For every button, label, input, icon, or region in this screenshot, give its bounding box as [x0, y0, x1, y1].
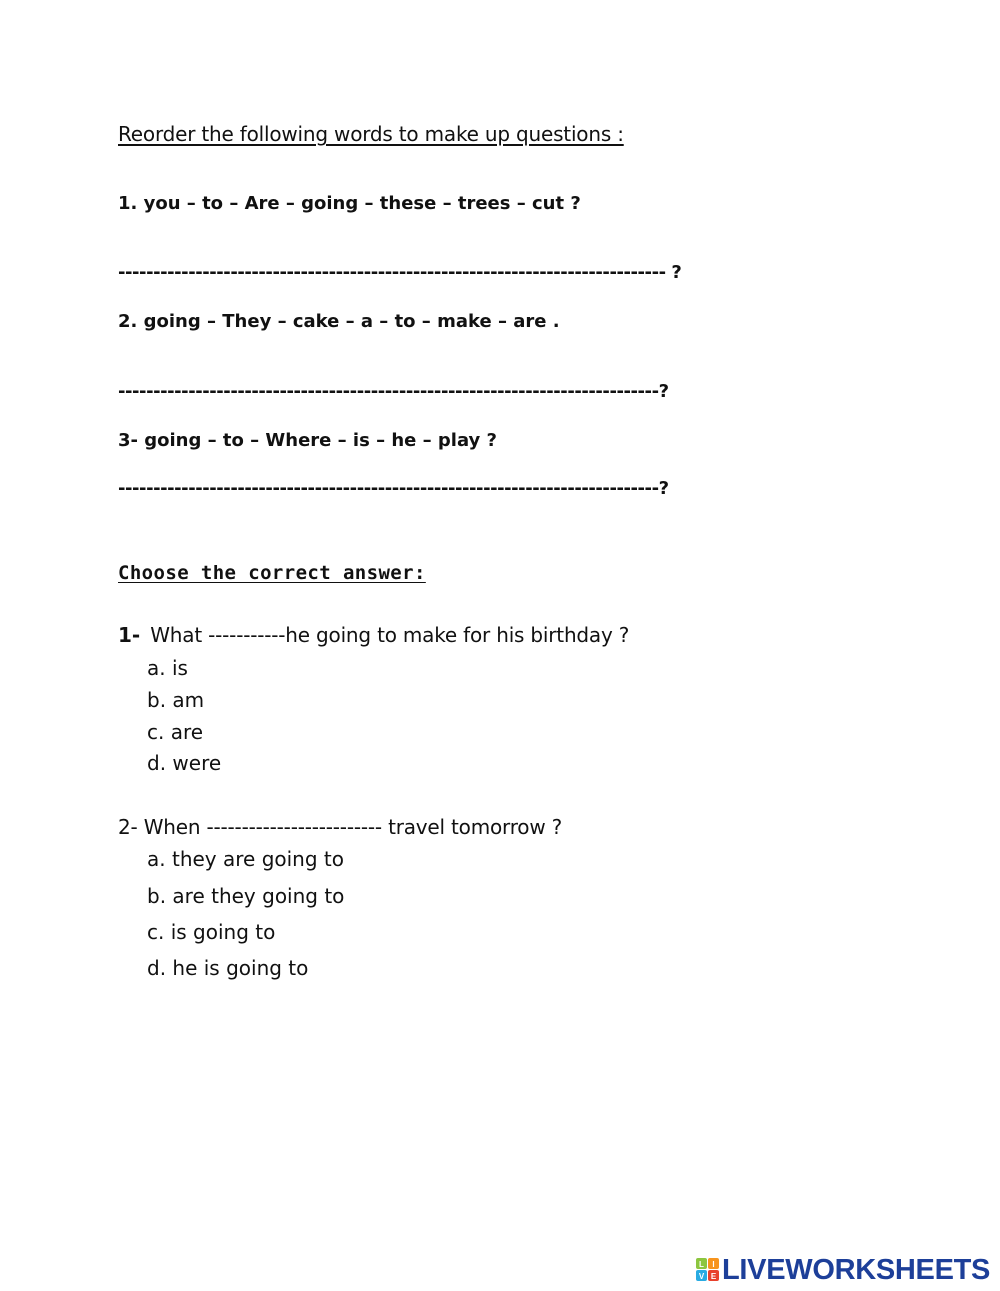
q1-option-a[interactable]: a. is [147, 656, 188, 680]
q1-option-b[interactable]: b. am [147, 688, 205, 712]
q1-option-d[interactable]: d. were [147, 751, 222, 775]
logo-text: LIVEWORKSHEETS [722, 1253, 991, 1286]
q1-option-c[interactable]: c. are [147, 720, 204, 744]
section1-heading: Reorder the following words to make up questions : [118, 122, 624, 146]
reorder-prompt-1: 1. you – to – Are – going – these – trees – cut ? [118, 193, 581, 214]
question-2-text: 2- When ------------------------- travel tomorrow ? [118, 815, 563, 839]
q2-option-b[interactable]: b. are they going to [147, 884, 345, 908]
section2-heading: Choose the correct answer: [118, 562, 426, 584]
logo-badge-letter-e: E [710, 1272, 717, 1281]
logo-badge-letter-l: L [699, 1260, 704, 1269]
answer-line-3[interactable]: -----------------------------------------------------------------------------? [118, 478, 669, 499]
q2-option-a[interactable]: a. they are going to [147, 847, 344, 871]
answer-line-1[interactable]: ------------------------------------------------------------------------------ ? [118, 262, 682, 283]
liveworksheets-logo [696, 1254, 990, 1286]
answer-line-2[interactable]: -----------------------------------------------------------------------------? [118, 381, 669, 402]
logo-badge-letter-v: V [698, 1272, 705, 1281]
reorder-prompt-2: 2. going – They – cake – a – to – make – are . [118, 311, 560, 332]
logo-badge-icon [696, 1256, 720, 1284]
question-1 [118, 623, 629, 647]
q2-option-c[interactable]: c. is going to [147, 920, 276, 944]
q2-option-d[interactable]: d. he is going to [147, 956, 309, 980]
reorder-prompt-3: 3- going – to – Where – is – he – play ? [118, 430, 497, 451]
logo-badge-letter-i: I [712, 1260, 715, 1269]
question-1-text: What -----------he going to make for his birthday ? [150, 623, 630, 647]
question-1-number: 1- [118, 623, 141, 647]
